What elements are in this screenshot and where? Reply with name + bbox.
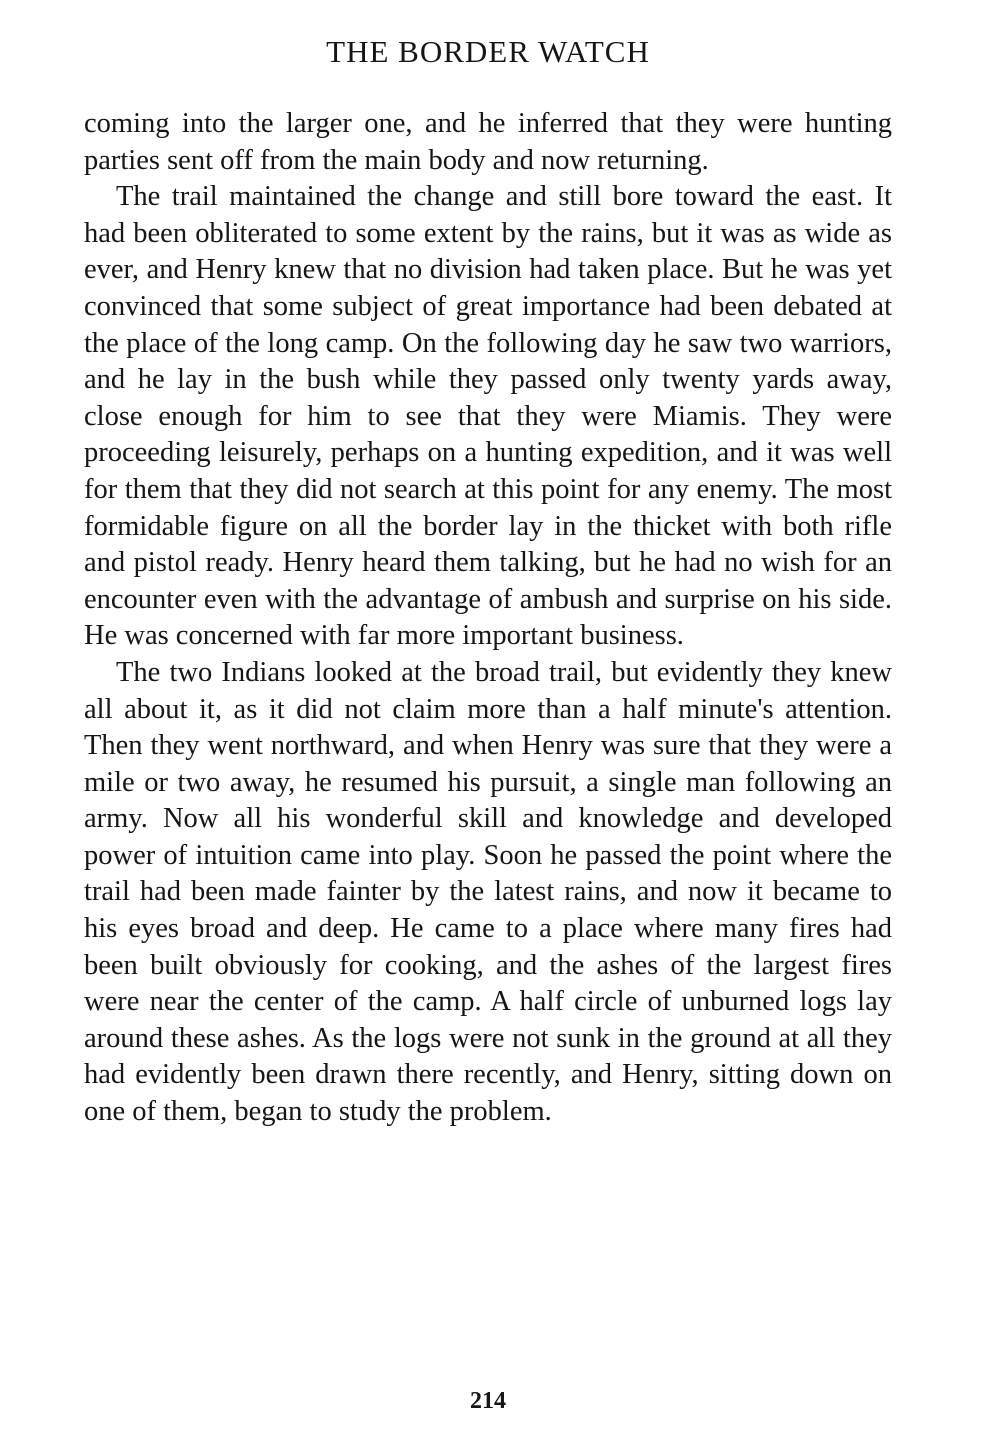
paragraph: The trail maintained the change and still bore toward the east. It had been obliterated to some extent by the rains, but it was as wide as ever, and Henry knew that no division had taken place. But he was yet convinced that some subject of great importance had been debated at the place of the long camp. On the following day he saw two warriors, and he lay in the bush while they passed only twenty yards away, close enough for him to see that they were Miamis. They were proceeding leisurely, perhaps on a hunting expedition, and it was well for them that they did not search at this point for any enemy. The most formidable figure on all the border lay in the thicket with both rifle and pistol ready. Henry heard them talking, but he had no wish for an encounter even with the advantage of ambush and surprise on his side. He was concerned with far more important business. [84,181,892,652]
paragraph-continued: coming into the larger one, and he inferred that they were hunting parties sent off from the main body and now returning. [84,108,892,176]
body-text [84,106,892,1131]
book-page [84,0,892,1431]
running-head: THE BORDER WATCH [326,34,650,69]
page-number: 214 [470,1388,506,1414]
paragraph: The two Indians looked at the broad trail, but evidently they knew all about it, as it did not claim more than a half minute's attention. Then they went northward, and when Henry was sure that they were a mile or two away, he resumed his pursuit, a single man following an army. Now all his wonderful skill and knowledge and developed power of intuition came into play. Soon he passed the point where the trail had been made fainter by the latest rains, and now it became to his eyes broad and deep. He came to a place where many fires had been built obviously for cooking, and the ashes of the largest fires were near the center of the camp. A half circle of unburned logs lay around these ashes. As the logs were not sunk in the ground at all they had evidently been drawn there recently, and Henry, sitting down on one of them, began to study the problem. [84,656,892,1128]
